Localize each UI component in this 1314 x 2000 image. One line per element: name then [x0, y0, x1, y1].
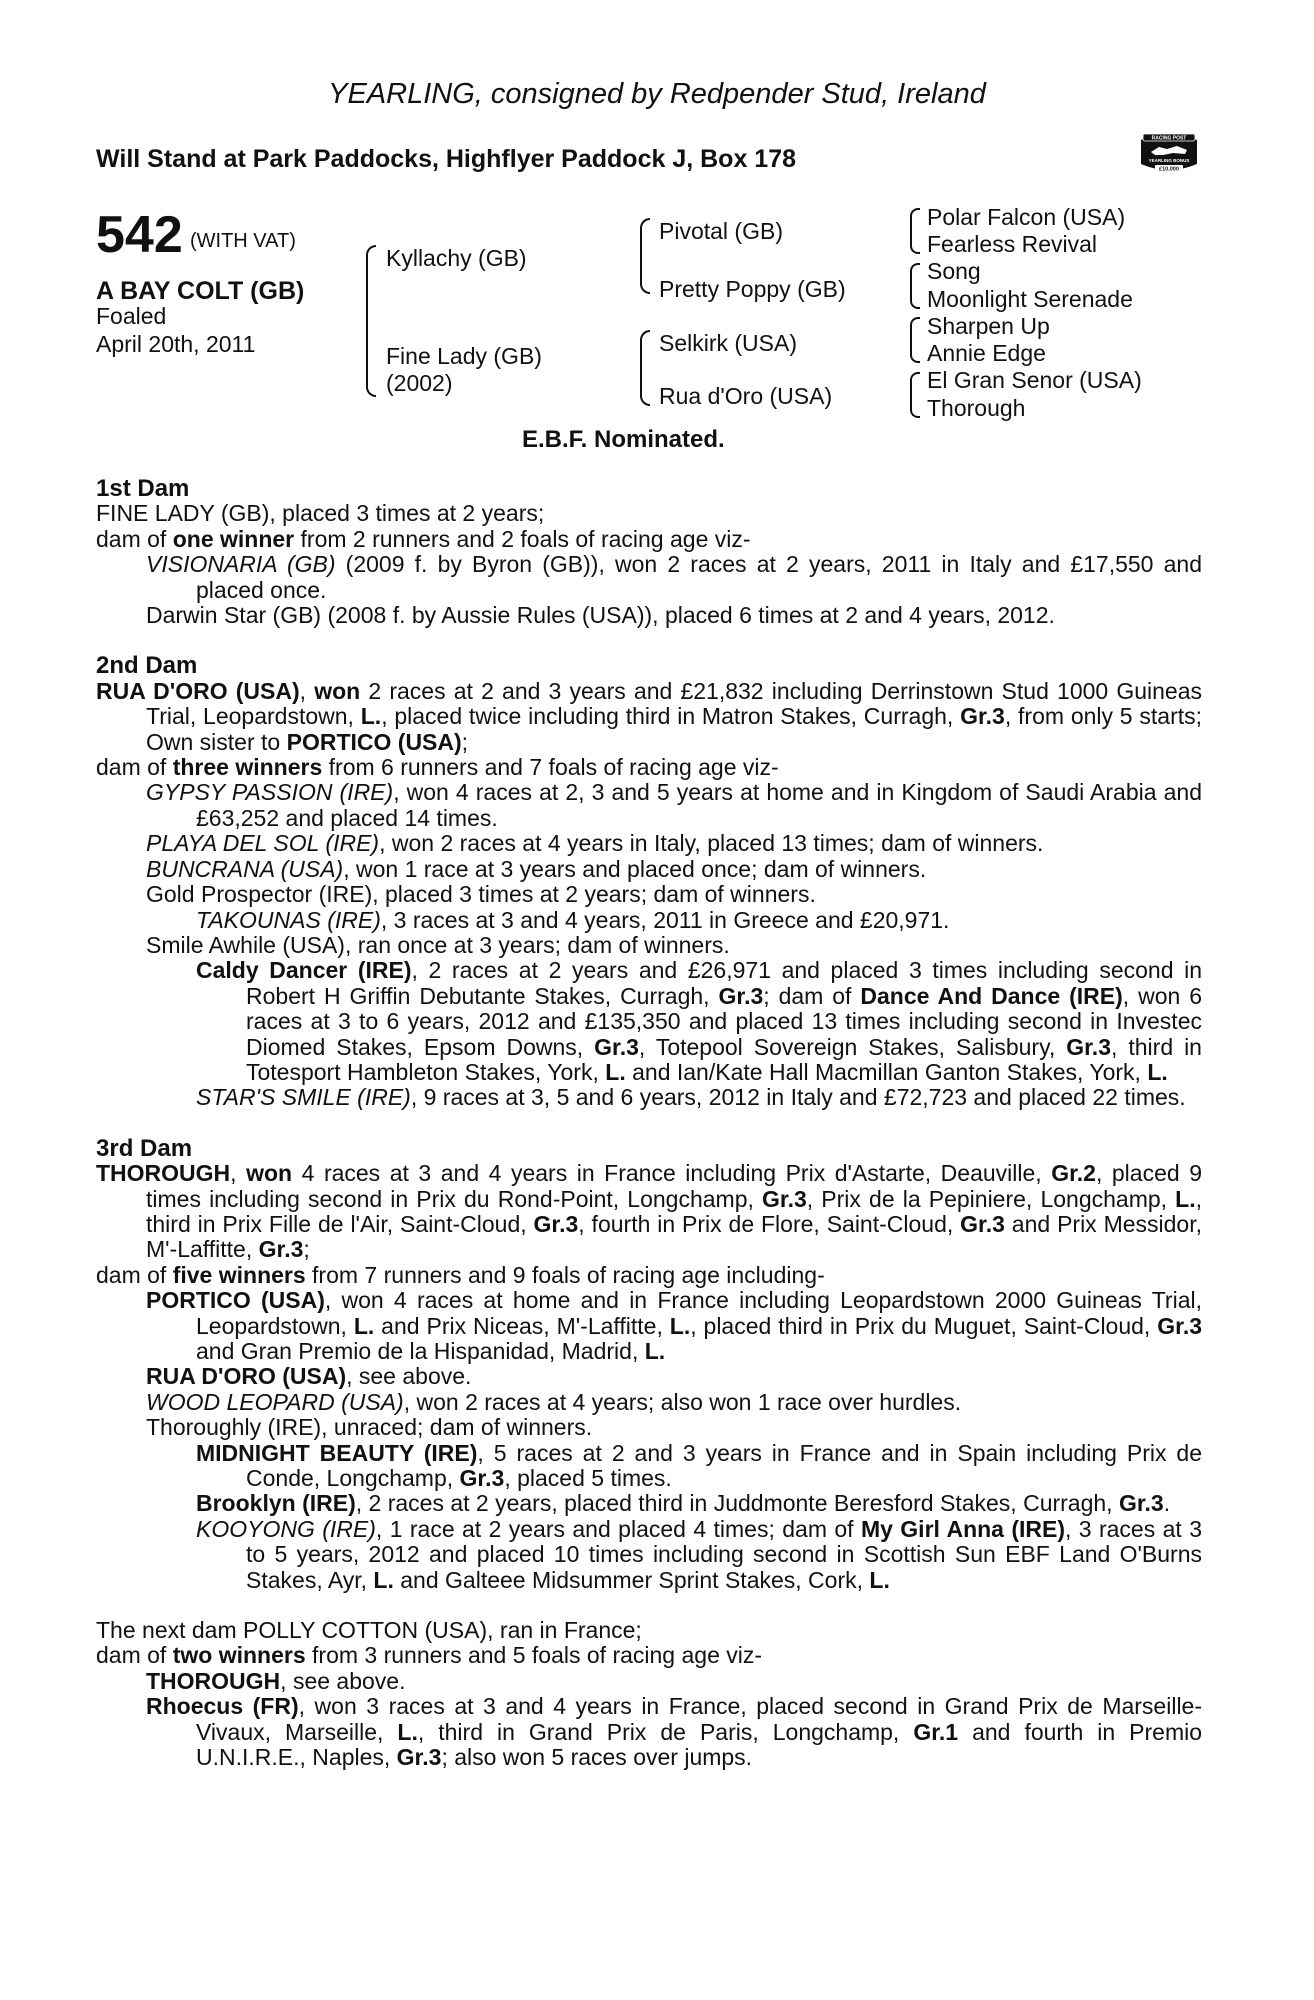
produce-entry: WOOD LEOPARD (USA), won 2 races at 4 years; also won 1 race over hurdles.: [146, 1388, 962, 1415]
produce-entry: Thoroughly (IRE), unraced; dam of winners.: [146, 1414, 593, 1441]
logo-line2: YEARLING BONUS: [1148, 158, 1190, 163]
pedigree-ds-sire: Sharpen Up: [927, 313, 1050, 339]
dam-summary: THOROUGH, won 4 races at 3 and 4 years in France including Prix d'Astarte, Deauville, Gr.2, placed 9 times including second in Prix du Rond-Point, Longchamp, Gr.3, Prix de la Pepiniere, Longchamp, L., third in Prix Fille de l'Air, Saint-Cloud, Gr.3, fourth in Prix de Flore, Saint-Cloud, Gr.3 and Prix Messidor, M'-Laffitte, Gr.3;: [96, 1160, 1202, 1263]
produce-summary: dam of one winner from 2 runners and 2 foals of racing age viz-: [96, 525, 751, 552]
catalogue-header: YEARLING, consigned by Redpender Stud, Ireland: [328, 78, 986, 110]
logo-amount: £10,000: [1159, 166, 1179, 173]
produce-entry: Smile Awhile (USA), ran once at 3 years; dam of winners.: [146, 931, 730, 958]
pedigree-sire: Kyllachy (GB): [386, 245, 527, 271]
pedigree-dd-dam: Thorough: [927, 395, 1026, 421]
pedigree-sire-sire: Pivotal (GB): [659, 218, 783, 244]
pedigree-ss-dam: Fearless Revival: [927, 231, 1097, 257]
pedigree-sire-dam: Pretty Poppy (GB): [659, 276, 846, 302]
next-dam-summary: The next dam POLLY COTTON (USA), ran in France;: [96, 1617, 642, 1644]
produce-entry: VISIONARIA (GB) (2009 f. by Byron (GB)), won 2 races at 2 years, 2011 in Italy and £17,550 and placed once.: [146, 551, 1202, 603]
produce-entry: RUA D'ORO (USA), see above.: [146, 1363, 472, 1390]
grand-produce-entry: KOOYONG (IRE), 1 race at 2 years and placed 4 times; dam of My Girl Anna (IRE), 3 races at 3 to 5 years, 2012 and placed 10 times including second in Scottish Sun EBF Land O'Burns Stakes, Ayr, L. and Galteee Midsummer Sprint Stakes, Cork, L.: [196, 1515, 1202, 1593]
produce-entry: Gold Prospector (IRE), placed 3 times at 2 years; dam of winners.: [146, 881, 816, 908]
grand-produce-entry: MIDNIGHT BEAUTY (IRE), 5 races at 2 and 3 years in France and in Spain including Prix de Conde, Longchamp, Gr.3, placed 5 times.: [196, 1439, 1202, 1492]
yearling-bonus-logo: [1137, 130, 1201, 176]
lot-number: 542: [96, 206, 183, 264]
grand-produce-entry: STAR'S SMILE (IRE), 9 races at 3, 5 and 6 years, 2012 in Italy and £72,723 and placed 22 times.: [196, 1084, 1186, 1111]
foaled-date: April 20th, 2011: [96, 331, 256, 357]
produce-summary: dam of three winners from 6 runners and 7 foals of racing age viz-: [96, 754, 779, 781]
dam-summary: RUA D'ORO (USA), won 2 races at 2 and 3 years and £21,832 including Derrinstown Stud 1000 Guineas Trial, Leopardstown, L., placed twice including third in Matron Stakes, Curragh, Gr.3, from only 5 starts; Own sister to PORTICO (USA);: [96, 677, 1203, 755]
produce-entry: GYPSY PASSION (IRE), won 4 races at 2, 3 and 5 years at home and in Kingdom of Saudi Arabia and £63,252 and placed 14 times.: [146, 779, 1202, 831]
section-heading-3rd-dam: 3rd Dam: [96, 1134, 193, 1162]
logo-line1: RACING POST: [1151, 135, 1187, 142]
dam-summary: FINE LADY (GB), placed 3 times at 2 years;: [96, 500, 545, 527]
pedigree-sd-dam: Moonlight Serenade: [927, 286, 1133, 312]
section-heading-1st-dam: 1st Dam: [96, 475, 190, 502]
pedigree-dam-dam: Rua d'Oro (USA): [659, 383, 833, 409]
produce-entry: Darwin Star (GB) (2008 f. by Aussie Rules (USA)), placed 6 times at 2 and 4 years, 2012.: [146, 602, 1055, 629]
pedigree-dd-sire: El Gran Senor (USA): [927, 367, 1142, 393]
grand-produce-entry: Brooklyn (IRE), 2 races at 2 years, placed third in Juddmonte Beresford Stakes, Curragh, Gr.3.: [196, 1490, 1171, 1517]
produce-entry: BUNCRANA (USA), won 1 race at 3 years and placed once; dam of winners.: [146, 855, 927, 882]
produce-summary: dam of five winners from 7 runners and 9 foals of racing age including-: [96, 1261, 825, 1288]
grand-produce-entry: TAKOUNAS (IRE), 3 races at 3 and 4 years, 2011 in Greece and £20,971.: [196, 906, 950, 933]
produce-entry: PLAYA DEL SOL (IRE), won 2 races at 4 years in Italy, placed 13 times; dam of winners.: [146, 830, 1044, 857]
produce-entry: PORTICO (USA), won 4 races at home and in France including Leopardstown 2000 Guineas Trial, Leopardstown, L. and Prix Niceas, M'-Laffitte, L., placed third in Prix du Muguet, Saint-Cloud, Gr.3 and Gran Premio de la Hispanidad, Madrid, L.: [146, 1287, 1203, 1364]
produce-entry: THOROUGH, see above.: [146, 1667, 406, 1694]
pedigree-dam-sire: Selkirk (USA): [659, 330, 798, 356]
pedigree-ds-dam: Annie Edge: [927, 340, 1046, 366]
lot-description: A BAY COLT (GB): [96, 277, 305, 305]
stand-location: Will Stand at Park Paddocks, Highflyer Paddock J, Box 178: [96, 145, 796, 173]
catalogue-body: [96, 476, 1202, 1771]
ebf-nominated: E.B.F. Nominated.: [522, 426, 725, 453]
section-heading-2nd-dam: 2nd Dam: [96, 652, 198, 680]
foaled-label: Foaled: [96, 303, 167, 329]
produce-summary: dam of two winners from 3 runners and 5 foals of racing age viz-: [96, 1642, 763, 1669]
pedigree-dam-year: (2002): [386, 370, 453, 396]
pedigree-sd-sire: Song: [927, 258, 981, 284]
vat-label: (WITH VAT): [190, 230, 296, 252]
pedigree-ss-sire: Polar Falcon (USA): [927, 204, 1126, 230]
pedigree-dam: Fine Lady (GB): [386, 343, 542, 369]
produce-entry: Rhoecus (FR), won 3 races at 3 and 4 years in France, placed second in Grand Prix de Marseille-Vivaux, Marseille, L., third in Grand Prix de Paris, Longchamp, Gr.1 and fourth in Premio U.N.I.R.E., Naples, Gr.3; also won 5 races over jumps.: [146, 1693, 1203, 1771]
grand-produce-entry: Caldy Dancer (IRE), 2 races at 2 years and £26,971 and placed 3 times including second in Robert H Griffin Debutante Stakes, Curragh, Gr.3; dam of Dance And Dance (IRE), won 6 races at 3 to 6 years, 2012 and £135,350 and placed 13 times including second in Investec Diomed Stakes, Epsom Downs, Gr.3, Totepool Sovereign Stakes, Salisbury, Gr.3, third in Totesport Hambleton Stakes, York, L. and Ian/Kate Hall Macmillan Ganton Stakes, York, L.: [196, 957, 1203, 1085]
